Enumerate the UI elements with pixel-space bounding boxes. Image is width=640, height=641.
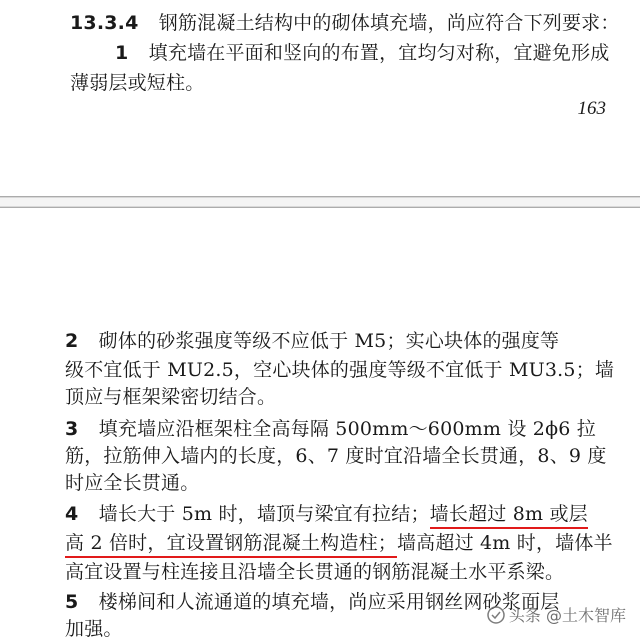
item-2-line-3: 顶应与框架梁密切结合。 bbox=[65, 386, 277, 408]
item-3-text-1: 填充墙应沿框架柱全高每隔 500mm～600mm 设 2ϕ6 拉 bbox=[98, 418, 596, 440]
toutiao-logo-icon bbox=[487, 606, 505, 624]
item-1-text-1: 填充墙在平面和竖向的布置，宜均匀对称，宜避免形成 bbox=[148, 42, 610, 64]
page-number: 163 bbox=[577, 98, 606, 119]
lower-page bbox=[0, 208, 640, 638]
upper-page bbox=[0, 0, 640, 196]
item-3-line-2: 筋，拉筋伸入墙内的长度，6、7 度时宜沿墙全长贯通，8、9 度 bbox=[65, 445, 607, 467]
item-2-line-2: 级不宜低于 MU2.5，空心块体的强度等级不宜低于 MU3.5；墙 bbox=[65, 359, 615, 381]
item-1-line-2: 薄弱层或短柱。 bbox=[70, 72, 205, 94]
clause-text: 钢筋混凝土结构中的砌体填充墙，尚应符合下列要求： bbox=[158, 12, 620, 34]
item-1-line-1 bbox=[115, 38, 640, 65]
item-1-number: 1 bbox=[115, 42, 129, 64]
item-5-number: 5 bbox=[65, 591, 79, 613]
clause-number: 13.3.4 bbox=[70, 12, 139, 34]
highlighted-text-2: 高 2 倍时，宜设置钢筋混凝土构造柱； bbox=[65, 534, 397, 558]
item-2-text-1: 砌体的砂浆强度等级不应低于 M5；实心块体的强度等 bbox=[98, 330, 560, 352]
item-3-line-1 bbox=[65, 414, 640, 441]
item-4-text-2b: 墙高超过 4m 时，墙体半 bbox=[396, 532, 613, 554]
watermark bbox=[487, 603, 626, 626]
clause-13-3-4-heading bbox=[70, 8, 640, 35]
item-4-text-1a: 墙长大于 5m 时，墙顶与梁宜有拉结； bbox=[98, 503, 430, 525]
item-2-line-1 bbox=[65, 326, 640, 353]
item-4-line-1 bbox=[65, 499, 640, 529]
item-4-line-3: 高宜设置与柱连接且沿墙全长贯通的钢筋混凝土水平系梁。 bbox=[65, 561, 565, 583]
page-divider bbox=[0, 196, 640, 208]
item-4-number: 4 bbox=[65, 503, 79, 525]
highlighted-text-1: 墙长超过 8m 或层 bbox=[430, 505, 588, 529]
item-5-line-2: 加强。 bbox=[65, 618, 123, 640]
watermark-text: 头条 @土木智库 bbox=[508, 606, 626, 625]
item-5-text-1: 楼梯间和人流通道的填充墙，尚应采用钢丝网砂浆面层 bbox=[98, 591, 560, 613]
item-3-number: 3 bbox=[65, 418, 79, 440]
item-2-number: 2 bbox=[65, 330, 79, 352]
item-4-line-2 bbox=[65, 528, 640, 558]
item-3-line-3: 时应全长贯通。 bbox=[65, 472, 200, 494]
